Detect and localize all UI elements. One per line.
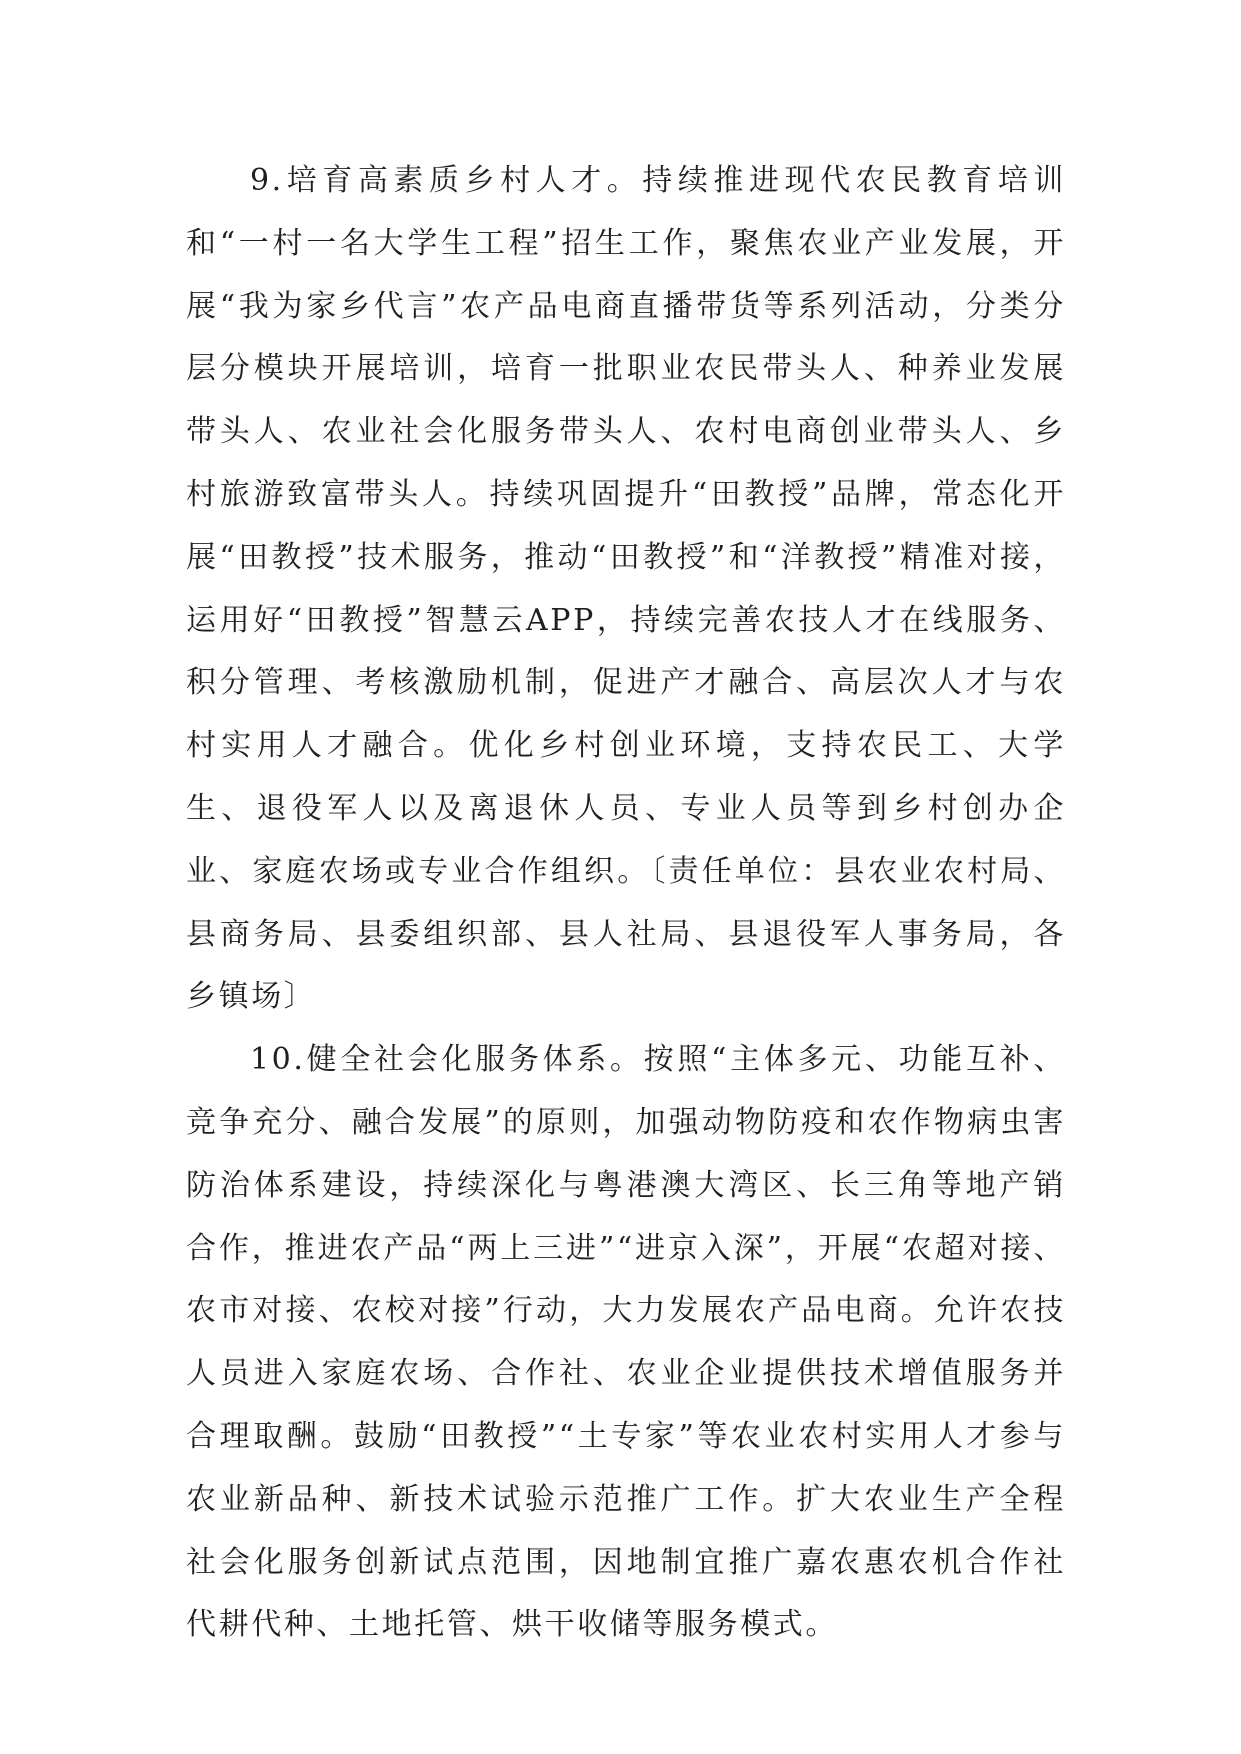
document-body [186,150,1066,1657]
paragraph-social-service-system: 10.健全社会化服务体系。按照“主体多元、功能互补、竞争充分、融合发展”的原则，加强动物防疫和农作物病虫害防治体系建设，持续深化与粤港澳大湾区、长三角等地产销合作，推进农产品“两上三进”“进京入深”，开展“农超对接、农市对接、农校对接”行动，大力发展农产品电商。允许农技人员进入家庭农场、合作社、农业企业提供技术增值服务并合理取酬。鼓励“田教授”“土专家”等农业农村实用人才参与农业新品种、新技术试验示范推广工作。扩大农业生产全程社会化服务创新试点范围，因地制宜推广嘉农惠农机合作社代耕代种、土地托管、烘干收储等服务模式。 [186,1042,1066,1643]
paragraph-talent-cultivation: 9.培育高素质乡村人才。持续推进现代农民教育培训和“一村一名大学生工程”招生工作，聚焦农业产业发展，开展“我为家乡代言”农产品电商直播带货等系列活动，分类分层分模块开展培训，培育一批职业农民带头人、种养业发展带头人、农业社会化服务带头人、农村电商创业带头人、乡村旅游致富带头人。持续巩固提升“田教授”品牌，常态化开展“田教授”技术服务，推动“田教授”和“洋教授”精准对接，运用好“田教授”智慧云APP，持续完善农技人才在线服务、积分管理、考核激励机制，促进产才融合、高层次人才与农村实用人才融合。优化乡村创业环境，支持农民工、大学生、退役军人以及离退休人员、专业人员等到乡村创办企业、家庭农场或专业合作组织。〔责任单位：县农业农村局、县商务局、县委组织部、县人社局、县退役军人事务局，各乡镇场〕 [186,163,1066,1015]
